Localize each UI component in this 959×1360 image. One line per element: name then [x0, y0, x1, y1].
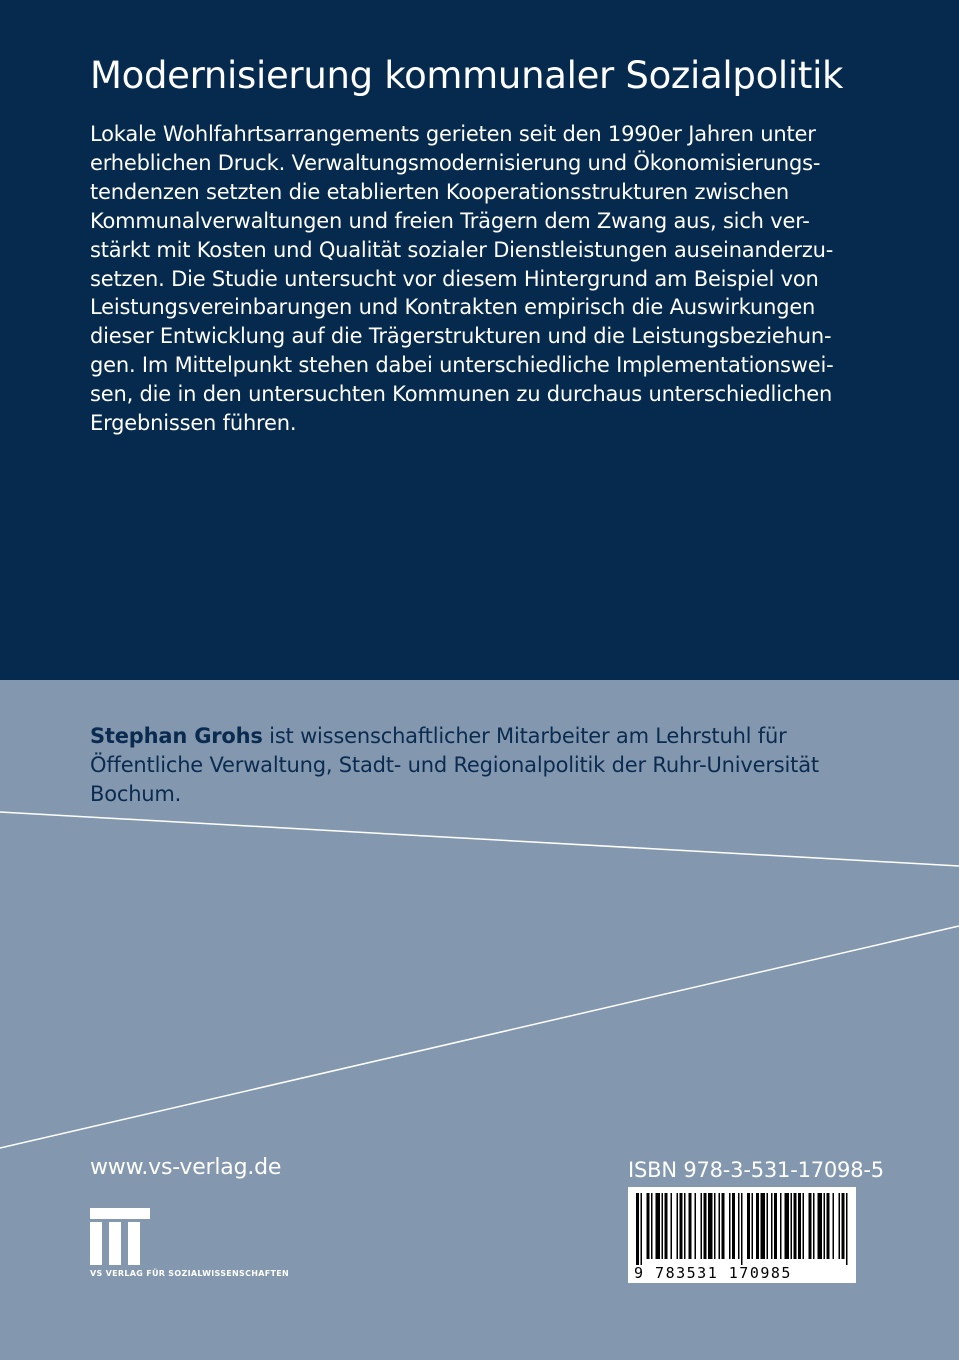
diagonal-line — [0, 812, 959, 866]
barcode-bar — [803, 1193, 805, 1259]
barcode-bar — [794, 1193, 797, 1259]
barcode-bar — [771, 1193, 773, 1259]
barcode-bar — [839, 1193, 841, 1259]
barcode-bar — [695, 1193, 697, 1259]
barcode-bar — [761, 1193, 766, 1259]
barcode-bar — [798, 1193, 801, 1259]
barcode-bar — [756, 1193, 759, 1259]
barcode-bar — [722, 1193, 725, 1259]
blurb-line: erheblichen Druck. Verwaltungsmodernisierung und Ökonomisierungs- — [90, 150, 821, 175]
barcode-bar — [833, 1193, 835, 1259]
blurb-line: Leistungsvereinbarungen und Kontrakten empirisch die Auswirkungen — [90, 295, 816, 320]
barcode-bar — [684, 1193, 686, 1259]
barcode-bar — [791, 1193, 793, 1259]
blurb-line: sen, die in den untersuchten Kommunen zu durchaus unterschiedlichen — [90, 382, 833, 407]
barcode-bar — [677, 1193, 679, 1259]
barcode-bar — [747, 1193, 750, 1259]
barcode-bar — [708, 1193, 713, 1259]
barcode-bar — [732, 1193, 735, 1259]
blurb-line: Ergebnissen führen. — [90, 411, 297, 436]
barcode-bar — [774, 1193, 777, 1259]
blurb-line: gen. Im Mittelpunkt stehen dabei unterschiedliche Implementationswei- — [90, 353, 834, 378]
barcode-bar — [647, 1193, 650, 1259]
blurb-line: stärkt mit Kosten und Qualität sozialer Dienstleistungen auseinanderzu- — [90, 237, 834, 262]
logo-bar — [90, 1222, 102, 1265]
barcode-bar — [636, 1193, 639, 1265]
author-bio-line: Bochum. — [90, 782, 182, 806]
barcode-bar — [738, 1193, 740, 1259]
isbn: ISBN 978-3-531-17098-5 — [628, 1158, 884, 1182]
barcode-bar — [741, 1193, 743, 1265]
barcode-digits: 9 783531 170985 — [634, 1264, 792, 1282]
barcode-bar — [701, 1193, 703, 1259]
diagonal-line — [0, 926, 959, 1148]
barcode-bar — [785, 1193, 790, 1259]
blurb-line: dieser Entwicklung auf die Trägerstrukturen und die Leistungsbeziehun- — [90, 324, 832, 349]
barcode-bar — [767, 1193, 769, 1259]
barcode-bars — [628, 1187, 856, 1267]
barcode-bar — [680, 1193, 683, 1259]
barcode-bar — [827, 1193, 830, 1259]
author-name: Stephan Grohs — [90, 724, 263, 748]
blurb-line: Kommunalverwaltungen und freien Trägern dem Zwang aus, sich ver- — [90, 208, 810, 233]
blurb-line: tendenzen setzten die etablierten Kooperationsstrukturen zwischen — [90, 179, 789, 204]
barcode-bar — [846, 1193, 848, 1265]
barcode-bar — [813, 1193, 815, 1259]
author-bio-line: Öffentliche Verwaltung, Stadt- und Regionalpolitik der Ruhr-Universität — [90, 753, 819, 777]
barcode-bar — [714, 1193, 716, 1259]
publisher-name: VS VERLAG FÜR SOZIALWISSENSCHAFTEN — [90, 1269, 290, 1278]
barcode-bar — [809, 1193, 812, 1259]
barcode-bar — [729, 1193, 731, 1259]
barcode-icon — [628, 1187, 856, 1283]
barcode-bar — [818, 1193, 823, 1259]
logo-mark — [90, 1208, 289, 1265]
author-bio-text: ist wissenschaftlicher Mitarbeiter am Lehrstuhl für — [262, 724, 787, 748]
blurb-line: setzen. Die Studie untersucht vor diesem Hintergrund am Beispiel von — [90, 266, 819, 291]
book-title: Modernisierung kommunaler Sozialpolitik — [90, 54, 844, 97]
logo-bar — [90, 1208, 150, 1219]
logo-bar — [128, 1222, 140, 1265]
barcode-bar — [824, 1193, 826, 1259]
barcode-bar — [656, 1193, 661, 1259]
barcode-bar — [671, 1193, 673, 1259]
barcode-bar — [651, 1193, 653, 1259]
barcode-bar — [704, 1193, 707, 1259]
barcode-bar — [662, 1193, 664, 1259]
vs-verlag-logo-icon — [90, 1208, 289, 1278]
barcode-bar — [665, 1193, 668, 1259]
barcode-bar — [641, 1193, 643, 1265]
author-bio-line — [90, 722, 819, 751]
barcode-bar — [842, 1193, 845, 1259]
barcode-bar — [780, 1193, 782, 1259]
barcode-bar — [719, 1193, 721, 1259]
blurb-line: Lokale Wohlfahrtsarrangements gerieten seit den 1990er Jahren unter — [90, 122, 816, 146]
logo-bar — [109, 1222, 121, 1265]
barcode-bar — [689, 1193, 692, 1259]
publisher-website[interactable]: www.vs-verlag.de — [90, 1155, 282, 1180]
barcode-bar — [752, 1193, 754, 1259]
author-bio — [90, 722, 819, 809]
